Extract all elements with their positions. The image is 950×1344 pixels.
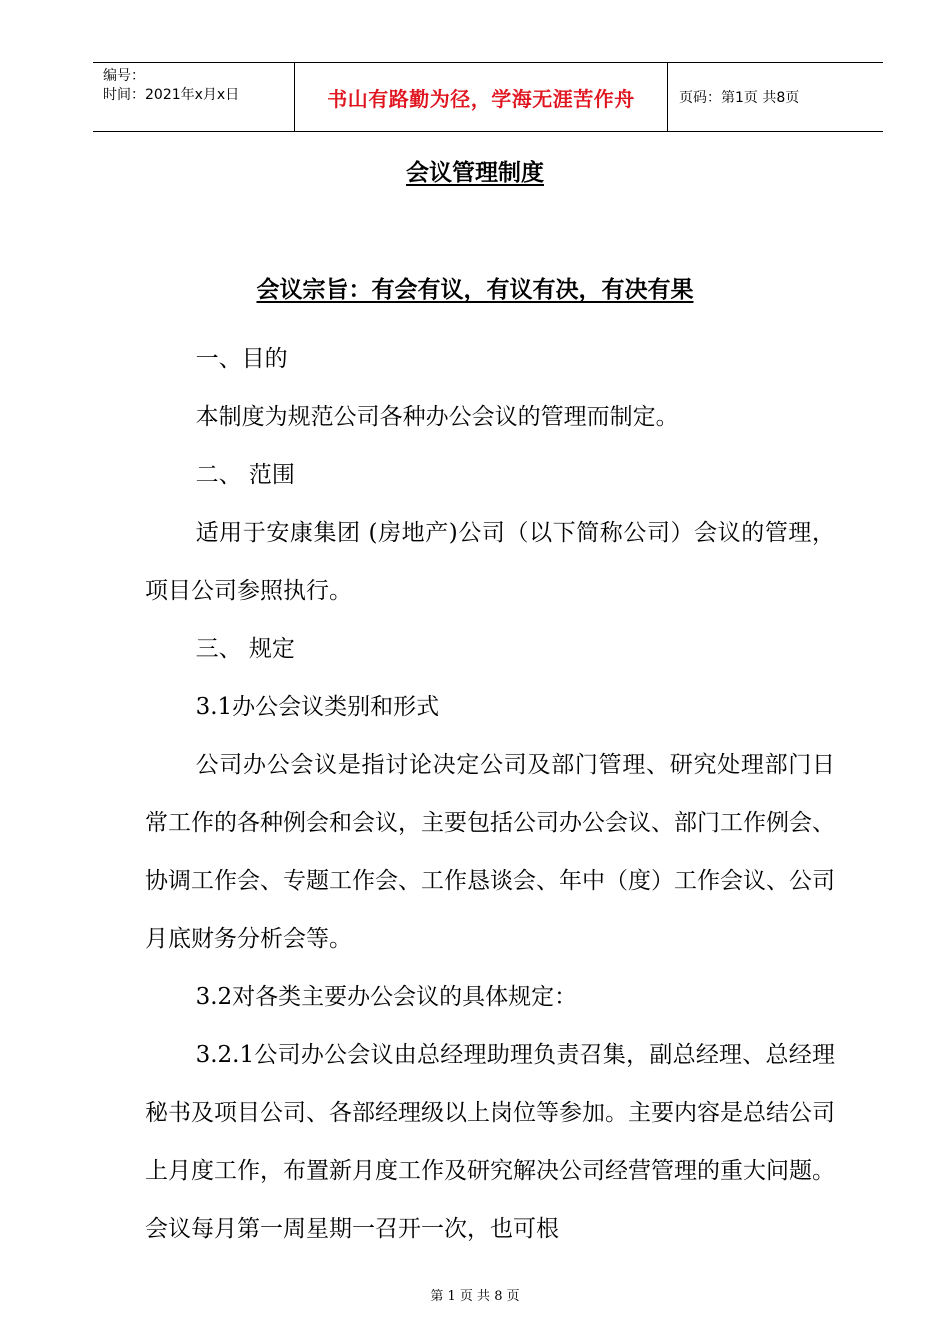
meeting-principle-text: 会议宗旨：有会有议，有议有决，有决有果 [256, 277, 694, 303]
paragraph-3-2-1: 3.2.1公司办公会议由总经理助理负责召集，副总经理、总经理秘书及项目公司、各部经理级以上岗位等参加。主要内容是总结公司上月度工作，布置新月度工作及研究解决公司经营管理的重大问题。会议每月第一周星期一召开一次，也可根 [145, 1042, 835, 1242]
subsection-heading-3-1: 3.1办公会议类别和形式 [195, 694, 440, 720]
section-heading-purpose: 一、目的 [195, 346, 288, 372]
section-heading-scope: 二、 范围 [195, 462, 295, 488]
page-footer: 第 1 页 共 8 页 [430, 1289, 520, 1304]
paragraph-scope: 适用于安康集团 (房地产)公司（以下简称公司）会议的管理，项目公司参照执行。 [145, 520, 835, 604]
subsection-heading-3-2: 3.2对各类主要办公会议的具体规定： [195, 984, 578, 1010]
document-time-label: 时间：2021年x月x日 [103, 87, 240, 103]
paragraph-purpose: 本制度为规范公司各种办公会议的管理而制定。 [195, 404, 679, 430]
paragraph-meeting-types: 公司办公会议是指讨论决定公司及部门管理、研究处理部门日常工作的各种例会和会议，主要包括公司办公会议、部门工作例会、协调工作会、专题工作会、工作恳谈会、年中（度）工作会议、公司月底财务分析会等。 [145, 752, 835, 952]
document-title-text: 会议管理制度 [406, 160, 544, 186]
header-meta [93, 63, 295, 131]
header-motto: 书山有路勤为径，学海无涯苦作舟 [295, 63, 668, 131]
document-title [0, 158, 950, 188]
section-heading-rules: 三、 规定 [195, 636, 295, 662]
document-body [145, 330, 835, 1258]
meeting-principle [0, 275, 950, 305]
page-info-text: 页码：第1页 共8页 [679, 90, 800, 106]
header-page-info [668, 63, 883, 131]
document-number-label: 编号： [103, 68, 145, 84]
document-header [93, 62, 883, 132]
